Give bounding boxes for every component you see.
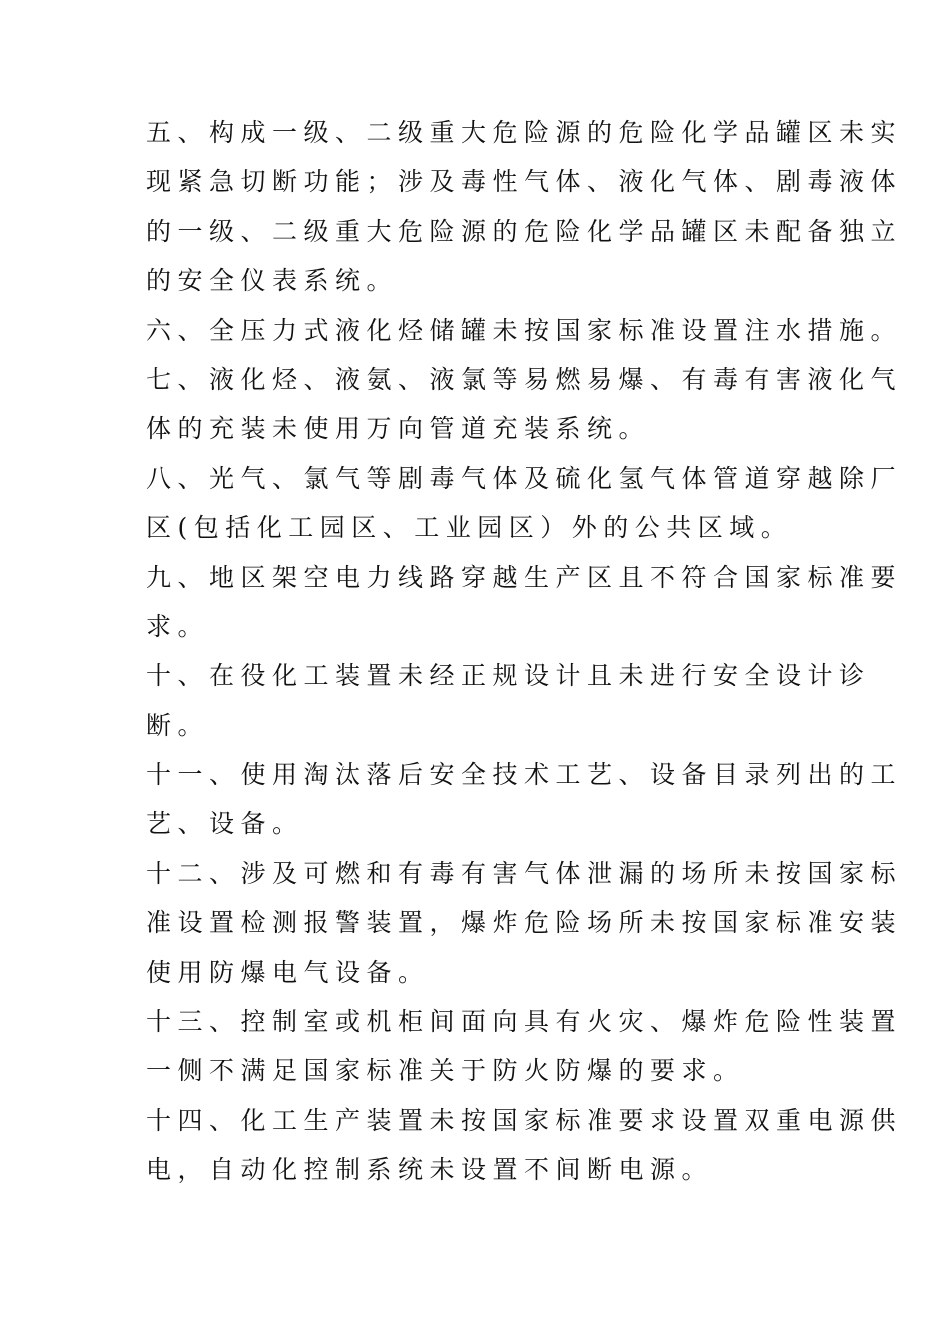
text-line: 艺、设备。: [146, 809, 304, 839]
text-line: 使用防爆电气设备。: [146, 957, 430, 987]
text-line: 十一、使用淘汰落后安全技术工艺、设备目录列出的工: [146, 760, 903, 790]
text-line: 五、构成一级、二级重大危险源的危险化学品罐区未实: [146, 118, 903, 147]
text-line: 九、地区架空电力线路穿越生产区且不符合国家标准要: [146, 562, 903, 592]
text-line: 现紧急切断功能；涉及毒性气体、液化气体、剧毒液体: [146, 167, 903, 197]
text-line: 十三、控制室或机柜间面向具有火灾、爆炸危险性装置: [146, 1007, 903, 1037]
text-line: 的安全仪表系统。: [146, 266, 399, 296]
text-line: 体的充装未使用万向管道充装系统。: [146, 414, 651, 444]
text-line: 一侧不满足国家标准关于防火防爆的要求。: [146, 1056, 745, 1086]
text-line: 断。: [146, 710, 210, 740]
text-line: 的一级、二级重大危险源的危险化学品罐区未配备独立: [146, 216, 903, 246]
text-line: 准设置检测报警装置，爆炸危险场所未按国家标准安装: [146, 908, 903, 938]
text-line: 八、光气、氯气等剧毒气体及硫化氢气体管道穿越除厂: [146, 463, 903, 493]
text-line: 电，自动化控制系统未设置不间断电源。: [146, 1155, 714, 1185]
text-line: 十、在役化工装置未经正规设计且未进行安全设计诊: [146, 661, 871, 691]
text-line: 十二、涉及可燃和有毒有害气体泄漏的场所未按国家标: [146, 858, 903, 888]
text-line: 求。: [146, 611, 210, 641]
document-body: [146, 108, 903, 1195]
text-line: 七、液化烃、液氨、液氯等易燃易爆、有毒有害液化气: [146, 364, 903, 394]
text-line: 六、全压力式液化烃储罐未按国家标准设置注水措施。: [146, 315, 903, 345]
text-line: 十四、化工生产装置未按国家标准要求设置双重电源供: [146, 1105, 903, 1135]
text-line: 区(包括化工园区、工业园区）外的公共区域。: [146, 513, 793, 543]
